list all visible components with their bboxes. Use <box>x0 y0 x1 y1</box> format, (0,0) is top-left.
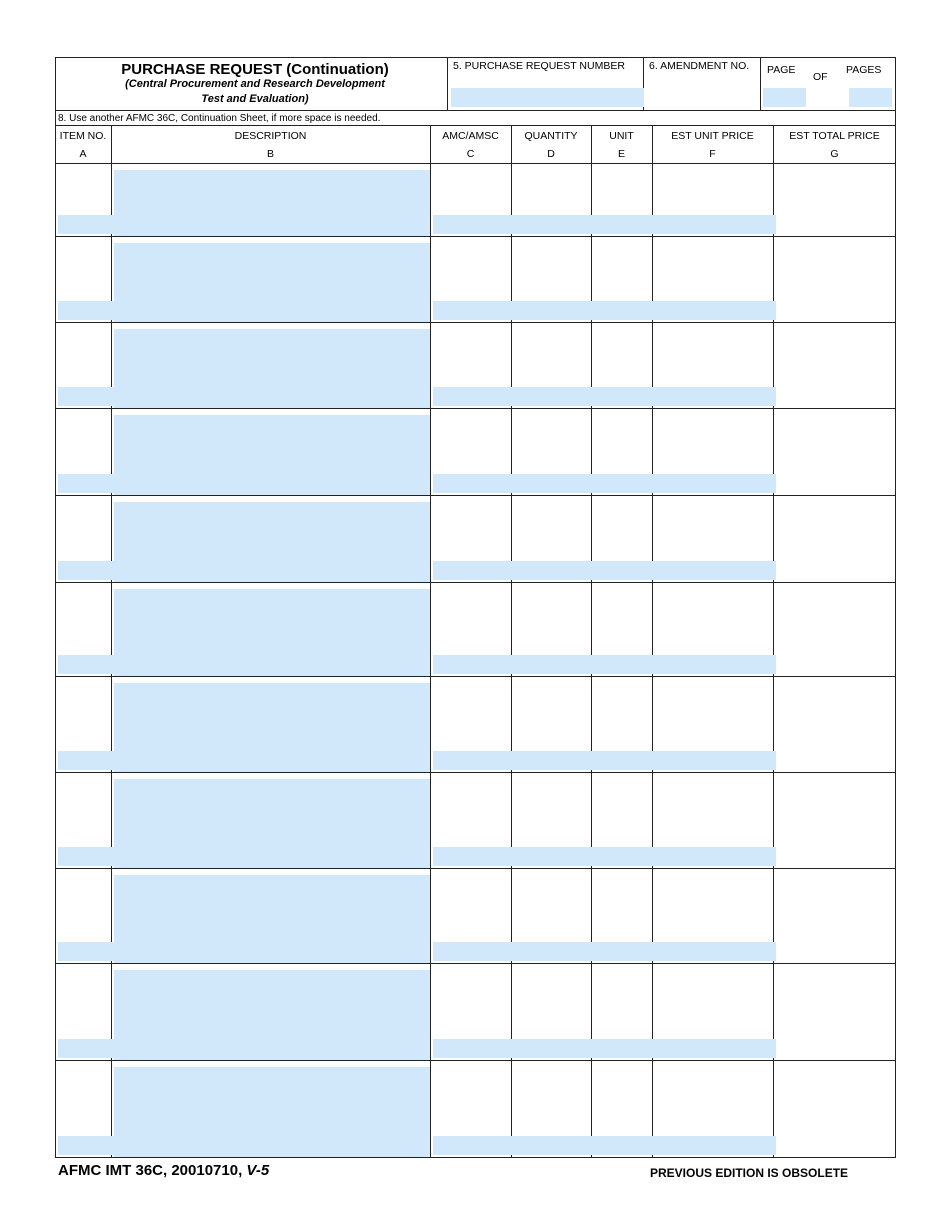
unit-field[interactable] <box>594 474 655 493</box>
unit-field[interactable] <box>594 215 655 234</box>
column-divider <box>430 125 431 1158</box>
amc-amsc-field[interactable] <box>433 847 514 866</box>
amc-amsc-field[interactable] <box>433 474 514 493</box>
column-header: QUANTITY <box>524 130 578 142</box>
est-unit-price-field[interactable] <box>655 655 776 674</box>
unit-field[interactable] <box>594 847 655 866</box>
row-divider <box>55 236 896 237</box>
est-unit-price-field[interactable] <box>655 215 776 234</box>
row-divider <box>55 1060 896 1061</box>
form-subtitle: (Central Procurement and Research Development <box>125 78 385 90</box>
column-letter: B <box>266 148 274 160</box>
est-unit-price-field[interactable] <box>655 561 776 580</box>
item-no-field[interactable] <box>58 301 114 320</box>
amc-amsc-field[interactable] <box>433 942 514 961</box>
amendment-label: 6. AMENDMENT NO. <box>649 60 750 72</box>
column-header: EST TOTAL PRICE <box>789 130 880 142</box>
description-field[interactable] <box>114 779 430 868</box>
description-field[interactable] <box>114 1067 430 1157</box>
quantity-field[interactable] <box>514 751 594 770</box>
unit-field[interactable] <box>594 942 655 961</box>
column-header: DESCRIPTION <box>234 130 307 142</box>
row-divider <box>55 868 896 869</box>
form-id-text: AFMC IMT 36C, 20010710, <box>58 1162 247 1179</box>
column-header: ITEM NO. <box>59 130 107 142</box>
amc-amsc-field[interactable] <box>433 301 514 320</box>
est-unit-price-field[interactable] <box>655 301 776 320</box>
item-no-field[interactable] <box>58 751 114 770</box>
description-field[interactable] <box>114 970 430 1060</box>
pr-number-label: 5. PURCHASE REQUEST NUMBER <box>453 60 625 72</box>
item-no-field[interactable] <box>58 655 114 674</box>
instruction-text: 8. Use another AFMC 36C, Continuation Sheet, if more space is needed. <box>58 113 381 124</box>
unit-field[interactable] <box>594 387 655 406</box>
quantity-field[interactable] <box>514 1136 594 1155</box>
obsolete-note: PREVIOUS EDITION IS OBSOLETE <box>650 1166 849 1180</box>
amc-amsc-field[interactable] <box>433 387 514 406</box>
quantity-field[interactable] <box>514 474 594 493</box>
page-input[interactable] <box>763 88 806 107</box>
pr-number-input[interactable] <box>451 88 644 107</box>
row-divider <box>55 495 896 496</box>
description-field[interactable] <box>114 683 430 772</box>
unit-field[interactable] <box>594 655 655 674</box>
item-no-field[interactable] <box>58 942 114 961</box>
item-no-field[interactable] <box>58 215 114 234</box>
est-unit-price-field[interactable] <box>655 942 776 961</box>
form-version: V-5 <box>246 1162 270 1179</box>
row-divider <box>55 963 896 964</box>
quantity-field[interactable] <box>514 847 594 866</box>
of-label: OF <box>813 71 828 83</box>
description-field[interactable] <box>114 243 430 322</box>
quantity-field[interactable] <box>514 215 594 234</box>
unit-field[interactable] <box>594 751 655 770</box>
form-subtitle-2: Test and Evaluation) <box>201 93 309 105</box>
form-title: PURCHASE REQUEST (Continuation) <box>121 61 389 78</box>
column-letter: F <box>709 148 716 160</box>
quantity-field[interactable] <box>514 942 594 961</box>
pages-input[interactable] <box>849 88 892 107</box>
item-no-field[interactable] <box>58 847 114 866</box>
quantity-field[interactable] <box>514 561 594 580</box>
item-no-field[interactable] <box>58 474 114 493</box>
quantity-field[interactable] <box>514 301 594 320</box>
column-header: AMC/AMSC <box>442 130 499 142</box>
column-letter: A <box>79 148 87 160</box>
est-unit-price-field[interactable] <box>655 847 776 866</box>
unit-field[interactable] <box>594 1039 655 1058</box>
item-no-field[interactable] <box>58 1136 114 1155</box>
quantity-field[interactable] <box>514 387 594 406</box>
est-unit-price-field[interactable] <box>655 751 776 770</box>
pages-label: PAGES <box>846 64 882 76</box>
column-letter: G <box>830 148 839 160</box>
description-field[interactable] <box>114 415 430 495</box>
est-unit-price-field[interactable] <box>655 1039 776 1058</box>
column-divider <box>652 125 653 1158</box>
item-no-field[interactable] <box>58 387 114 406</box>
column-letter: E <box>617 148 625 160</box>
amc-amsc-field[interactable] <box>433 215 514 234</box>
est-unit-price-field[interactable] <box>655 387 776 406</box>
est-unit-price-field[interactable] <box>655 1136 776 1155</box>
amc-amsc-field[interactable] <box>433 1136 514 1155</box>
description-field[interactable] <box>114 170 430 236</box>
description-field[interactable] <box>114 589 430 676</box>
est-unit-price-field[interactable] <box>655 474 776 493</box>
description-field[interactable] <box>114 875 430 963</box>
item-no-field[interactable] <box>58 561 114 580</box>
column-letter: D <box>547 148 555 160</box>
row-divider <box>55 676 896 677</box>
row-divider <box>55 582 896 583</box>
row-divider <box>55 408 896 409</box>
column-divider <box>111 125 112 1158</box>
row-divider <box>55 772 896 773</box>
form-id <box>58 1162 269 1179</box>
amc-amsc-field[interactable] <box>433 751 514 770</box>
row-divider <box>55 322 896 323</box>
column-divider <box>773 125 774 1158</box>
column-header: EST UNIT PRICE <box>671 130 754 142</box>
description-field[interactable] <box>114 329 430 408</box>
quantity-field[interactable] <box>514 1039 594 1058</box>
column-divider <box>591 125 592 1158</box>
unit-field[interactable] <box>594 1136 655 1155</box>
amc-amsc-field[interactable] <box>433 1039 514 1058</box>
unit-field[interactable] <box>594 301 655 320</box>
amc-amsc-field[interactable] <box>433 561 514 580</box>
row-divider <box>55 163 896 164</box>
quantity-field[interactable] <box>514 655 594 674</box>
description-field[interactable] <box>114 502 430 582</box>
amc-amsc-field[interactable] <box>433 655 514 674</box>
column-divider <box>511 125 512 1158</box>
item-no-field[interactable] <box>58 1039 114 1058</box>
column-header: UNIT <box>609 130 634 142</box>
page-label: PAGE <box>767 64 796 76</box>
unit-field[interactable] <box>594 561 655 580</box>
column-letter: C <box>466 148 475 160</box>
